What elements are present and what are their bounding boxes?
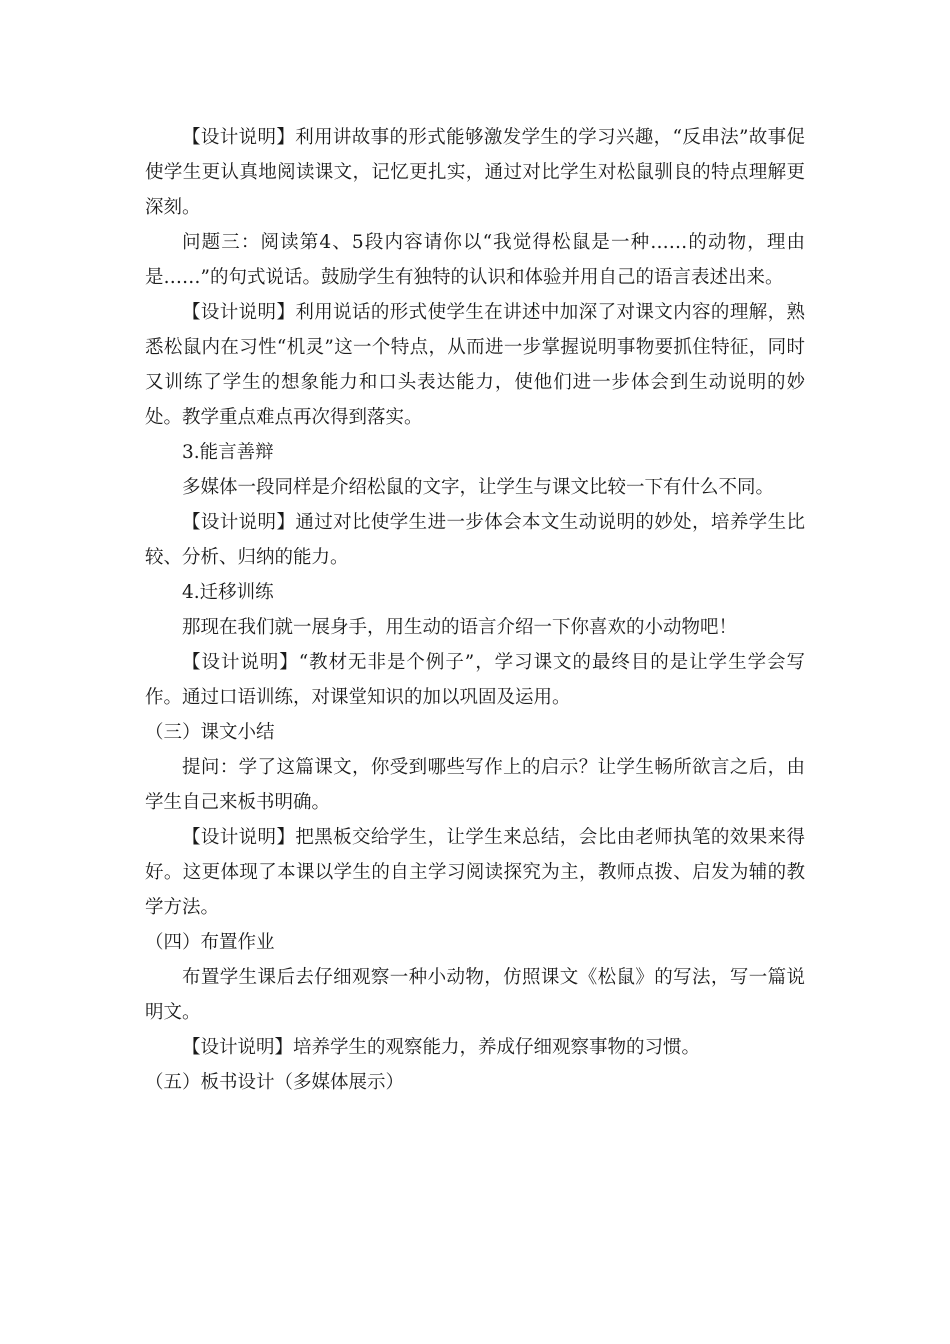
paragraph-multimedia: 多媒体一段同样是介绍松鼠的文字，让学生与课文比较一下有什么不同。 — [182, 477, 775, 498]
paragraph-transfer-training: 那现在我们就一展身手，用生动的语言介绍一下你喜欢的小动物吧！ — [182, 617, 738, 638]
paragraph-question-three: 问题三：阅读第4、5段内容请你以“我觉得松鼠是一种……的动物，理由是……”的句式说话。鼓励学生有独特的认识和体验并用自己的语言表述出来。 — [145, 232, 805, 288]
paragraph-question: 提问：学了这篇课文，你受到哪些写作上的启示？让学生畅所欲言之后，由学生自己来板书明确。 — [145, 757, 805, 813]
section-heading-summary: （三）课文小结 — [145, 722, 275, 743]
document-body — [145, 120, 805, 1100]
paragraph-homework: 布置学生课后去仔细观察一种小动物，仿照课文《松鼠》的写法，写一篇说明文。 — [145, 967, 805, 1023]
paragraph-design-note: 【设计说明】把黑板交给学生，让学生来总结，会比由老师执笔的效果来得好。这更体现了本课以学生的自主学习阅读探究为主，教师点拨、启发为辅的教学方法。 — [145, 827, 805, 918]
section-heading-blackboard: （五）板书设计（多媒体展示） — [145, 1072, 405, 1093]
paragraph-design-note: 【设计说明】“教材无非是个例子”，学习课文的最终目的是让学生学会写作。通过口语训练，对课堂知识的加以巩固及运用。 — [145, 652, 805, 708]
paragraph-design-note: 【设计说明】利用说话的形式使学生在讲述中加深了对课文内容的理解，熟悉松鼠内在习性“机灵”这一个特点，从而进一步掌握说明事物要抓住特征，同时又训练了学生的想象能力和口头表达能力，使他们进一步体会到生动说明的妙处。教学重点难点再次得到落实。 — [145, 302, 805, 428]
section-heading-3: 3.能言善辩 — [182, 442, 274, 463]
paragraph-design-note: 【设计说明】利用讲故事的形式能够激发学生的学习兴趣，“反串法”故事促使学生更认真地阅读课文，记忆更扎实，通过对比学生对松鼠驯良的特点理解更深刻。 — [145, 127, 805, 218]
section-heading-homework: （四）布置作业 — [145, 932, 275, 953]
paragraph-design-note: 【设计说明】培养学生的观察能力，养成仔细观察事物的习惯。 — [182, 1037, 701, 1058]
section-heading-4: 4.迁移训练 — [182, 582, 274, 603]
paragraph-design-note: 【设计说明】通过对比使学生进一步体会本文生动说明的妙处，培养学生比较、分析、归纳的能力。 — [145, 512, 805, 568]
